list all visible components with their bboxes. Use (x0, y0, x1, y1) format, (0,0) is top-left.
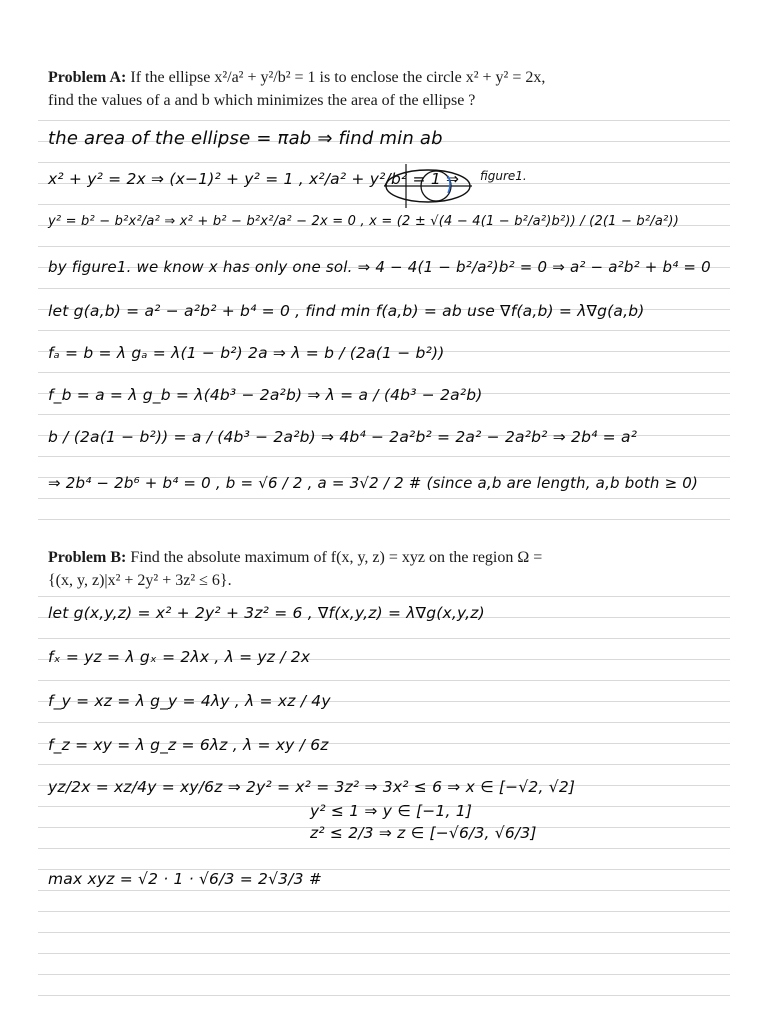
problem-a-label: Problem A: (48, 69, 127, 86)
ruled-line (38, 596, 730, 597)
solution-a-line-7: f_b = a = λ g_b = λ(4b³ − 2a²b) ⇒ λ = a / (4b³ − 2a²b) (48, 386, 483, 404)
ruled-line (38, 932, 730, 933)
ellipse-circle-figure (384, 160, 534, 212)
ruled-line (38, 911, 730, 912)
figure-tangent-mark (448, 176, 450, 193)
problem-b-statement (48, 546, 738, 592)
ruled-line (38, 330, 730, 331)
ruled-line (38, 995, 730, 996)
solution-b-line-3: f_y = xz = λ g_y = 4λy , λ = xz / 4y (48, 692, 331, 710)
solution-b-line-4: f_z = xy = λ g_z = 6λz , λ = xy / 6z (48, 736, 329, 754)
ruled-line (38, 372, 730, 373)
ruled-line (38, 764, 730, 765)
problem-b-line1: Find the absolute maximum of f(x, y, z) = xyz on the region Ω = (126, 549, 543, 566)
ruled-line (38, 638, 730, 639)
ruled-line (38, 848, 730, 849)
problem-a-line1: If the ellipse x²/a² + y²/b² = 1 is to enclose the circle x² + y² = 2x, (126, 69, 546, 86)
solution-b-line-8: max xyz = √2 · 1 · √6/3 = 2√3/3 # (48, 870, 323, 888)
ruled-line (38, 498, 730, 499)
ruled-line (38, 414, 730, 415)
figure-label: figure1. (480, 169, 527, 183)
ruled-line (38, 120, 730, 121)
problem-b-label: Problem B: (48, 549, 127, 566)
problem-b-line2: {(x, y, z)|x² + 2y² + 3z² ≤ 6}. (48, 572, 232, 589)
solution-b-line-1: let g(x,y,z) = x² + 2y² + 3z² = 6 , ∇f(x,y,z) = λ∇g(x,y,z) (48, 604, 485, 622)
ruled-line (38, 680, 730, 681)
solution-a-line-3: y² = b² − b²x²/a² ⇒ x² + b² − b²x²/a² − 2x = 0 , x = (2 ± √(4 − 4(1 − b²/a²)b²)) / (2(1 − b²/a²)) (48, 214, 679, 229)
ruled-line (38, 519, 730, 520)
solution-b-line-7: z² ≤ 2/3 ⇒ z ∈ [−√6/3, √6/3] (310, 824, 537, 842)
ruled-line (38, 456, 730, 457)
solution-a-line-2: x² + y² = 2x ⇒ (x−1)² + y² = 1 , x²/a² + y²/b² = 1 ⇒ (48, 170, 460, 188)
problem-a-line2: find the values of a and b which minimizes the area of the ellipse ? (48, 92, 476, 109)
ruled-line (38, 288, 730, 289)
solution-a-line-1: the area of the ellipse = πab ⇒ find min ab (48, 128, 443, 149)
solution-a-line-4: by figure1. we know x has only one sol. ⇒ 4 − 4(1 − b²/a²)b² = 0 ⇒ a² − a²b² + b⁴ = 0 (48, 258, 711, 276)
solution-b-line-5: yz/2x = xz/4y = xy/6z ⇒ 2y² = x² = 3z² ⇒ 3x² ≤ 6 ⇒ x ∈ [−√2, √2] (48, 778, 576, 796)
ruled-line (38, 953, 730, 954)
ruled-line (38, 974, 730, 975)
ruled-line (38, 246, 730, 247)
solution-b-line-2: fₓ = yz = λ gₓ = 2λx , λ = yz / 2x (48, 648, 311, 666)
ruled-line (38, 890, 730, 891)
solution-a-line-9: ⇒ 2b⁴ − 2b⁶ + b⁴ = 0 , b = √6 / 2 , a = 3√2 / 2 # (since a,b are length, a,b both ≥ 0) (48, 474, 699, 492)
ruled-line (38, 722, 730, 723)
solution-b-line-6: y² ≤ 1 ⇒ y ∈ [−1, 1] (310, 802, 473, 820)
problem-a-statement (48, 66, 738, 112)
solution-a-line-5: let g(a,b) = a² − a²b² + b⁴ = 0 , find min f(a,b) = ab use ∇f(a,b) = λ∇g(a,b) (48, 302, 645, 320)
solution-a-line-6: fₐ = b = λ gₐ = λ(1 − b²) 2a ⇒ λ = b / (2a(1 − b²)) (48, 344, 445, 362)
solution-a-line-8: b / (2a(1 − b²)) = a / (4b³ − 2a²b) ⇒ 4b⁴ − 2a²b² = 2a² − 2a²b² ⇒ 2b⁴ = a² (48, 428, 638, 446)
